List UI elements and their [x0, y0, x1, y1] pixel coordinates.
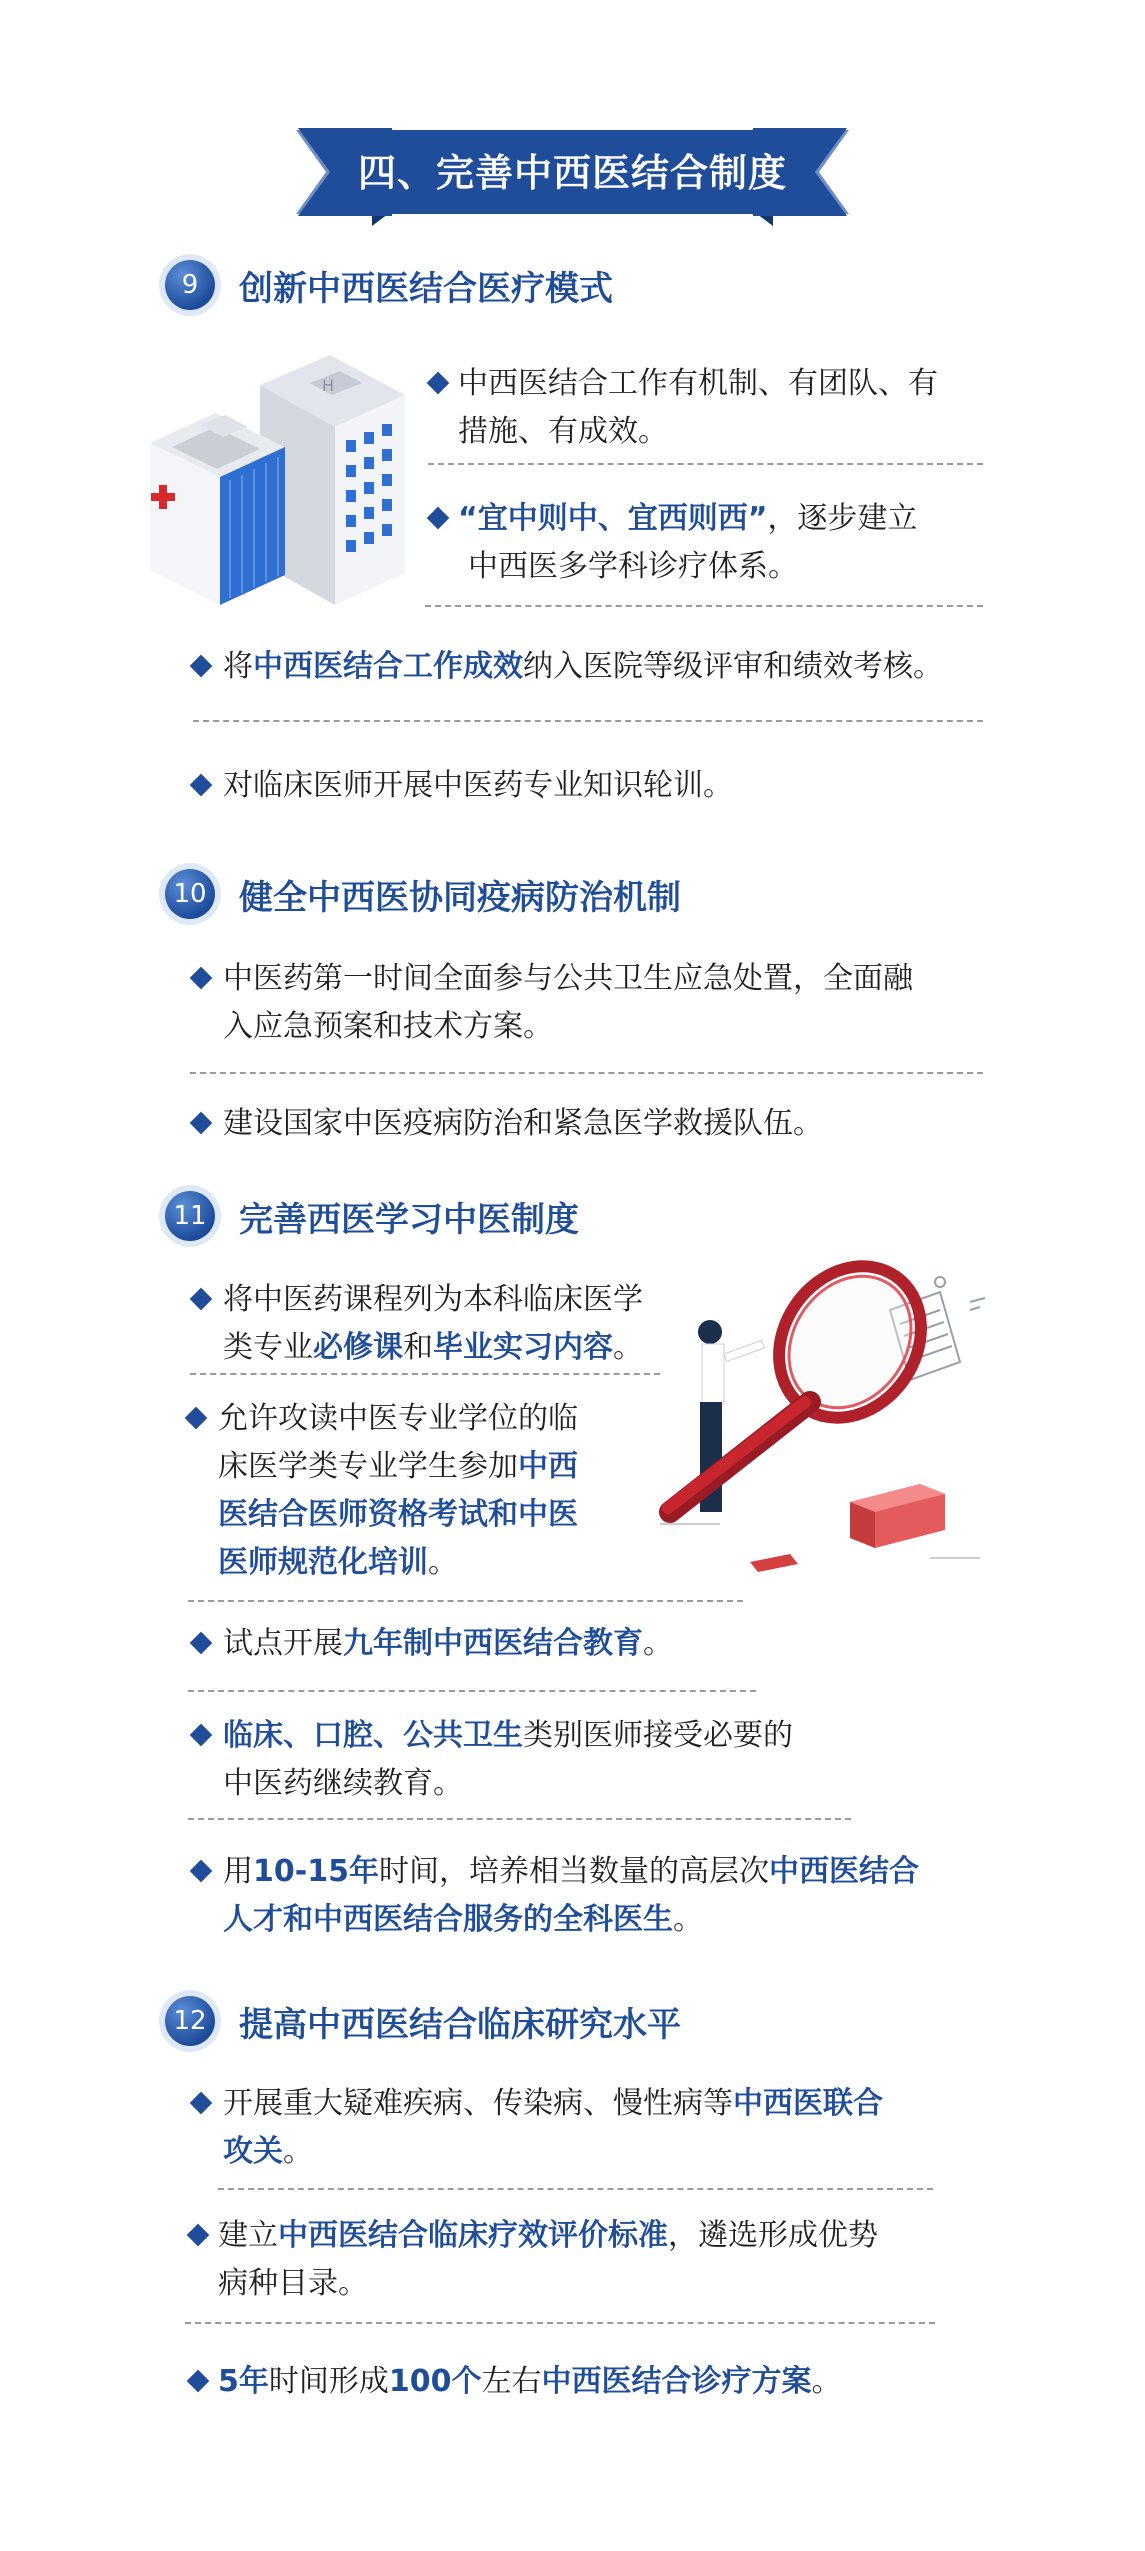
dashed-divider	[190, 1072, 983, 1074]
dashed-divider	[218, 2188, 933, 2190]
hospital-building-icon	[150, 355, 420, 615]
list-item	[193, 762, 1013, 810]
list-item	[193, 2080, 1013, 2176]
list-item	[190, 2358, 1010, 2406]
item-line	[188, 1395, 708, 1443]
highlighted-text: 10-15年	[253, 1854, 379, 1889]
highlighted-text: 毕业实习内容	[433, 1330, 613, 1365]
text-segment: 。	[643, 1626, 673, 1661]
text-segment: 类别医师接受必要的	[523, 1718, 793, 1753]
section-9-header	[165, 257, 613, 313]
item-line	[193, 1896, 1013, 1944]
text-segment: 病种目录。	[218, 2266, 368, 2301]
text-segment: 。	[428, 1545, 458, 1580]
dashed-divider	[185, 2322, 935, 2324]
section-12-header	[165, 1993, 681, 2049]
dashed-divider	[428, 463, 983, 465]
text-segment: 将	[223, 649, 253, 684]
section-number-badge: 12	[165, 1996, 215, 2046]
list-item	[193, 955, 1013, 1051]
item-line	[193, 1003, 1013, 1051]
text-segment: 纳入医院等级评审和绩效考核。	[523, 649, 943, 684]
item-line	[193, 1620, 893, 1668]
item-line	[188, 1443, 708, 1491]
dashed-divider	[188, 1818, 851, 1820]
item-line	[193, 2080, 1013, 2128]
dashed-divider	[425, 605, 983, 607]
dashed-divider	[193, 720, 983, 722]
text-segment: 措施、有成效。	[458, 414, 668, 449]
highlighted-text: 中西	[518, 1449, 578, 1484]
item-line	[193, 2128, 1013, 2176]
text-segment: 试点开展	[223, 1626, 343, 1661]
list-item	[430, 360, 1030, 456]
text-segment: 。	[613, 1330, 643, 1365]
highlighted-text: 医结合医师资格考试和中医	[218, 1497, 578, 1532]
list-item	[193, 1620, 893, 1668]
section-number-badge: 10	[165, 869, 215, 919]
item-line	[190, 2358, 1010, 2406]
item-line	[193, 1276, 713, 1324]
item-line	[193, 1100, 1013, 1148]
list-item	[193, 1100, 1013, 1148]
text-segment: 对临床医师开展中医药专业知识轮训。	[223, 768, 733, 803]
section-title: 完善西医学习中医制度	[239, 1199, 579, 1240]
section-number-badge: 9	[165, 260, 215, 310]
highlighted-text: 中西医结合工作成效	[253, 649, 523, 684]
text-segment: 和	[403, 1330, 433, 1365]
item-line	[193, 643, 1013, 691]
text-segment: 左右	[481, 2364, 542, 2399]
text-segment: 时间形成	[268, 2364, 389, 2399]
highlighted-text: 中西医结合诊疗方案	[541, 2364, 812, 2399]
highlighted-text: 临床、口腔、公共卫生	[223, 1718, 523, 1753]
section-11-header	[165, 1188, 579, 1244]
section-title: 提高中西医结合临床研究水平	[239, 2004, 681, 2045]
item-line	[193, 1848, 1013, 1896]
list-item	[190, 2212, 1010, 2308]
text-segment: ，逐步建立	[767, 501, 918, 536]
item-line	[430, 495, 1030, 543]
highlighted-text: 必修课	[313, 1330, 403, 1365]
text-segment: 。	[673, 1902, 703, 1937]
text-segment: 入应急预案和技术方案。	[223, 1009, 553, 1044]
item-line	[188, 1539, 708, 1587]
highlighted-text: 中西医结合	[768, 1854, 919, 1889]
text-segment: 开展重大疑难疾病、传染病、慢性病等	[223, 2086, 733, 2121]
text-segment: 中医药继续教育。	[223, 1766, 463, 1801]
section-title: 健全中西医协同疫病防治机制	[239, 877, 681, 918]
highlighted-text: 医师规范化培训	[218, 1545, 428, 1580]
text-segment: 床医学类专业学生参加	[218, 1449, 518, 1484]
text-segment: 中医药第一时间全面参与公共卫生应急处置，全面融	[223, 961, 913, 996]
item-line	[193, 955, 1013, 1003]
dashed-divider	[188, 1600, 743, 1602]
item-line	[430, 543, 1030, 591]
list-item	[193, 1848, 1013, 1944]
text-segment: ，遴选形成优势	[668, 2218, 878, 2253]
highlighted-text: 100个	[388, 2364, 482, 2399]
highlighted-text: 中西医结合临床疗效评价标准	[278, 2218, 668, 2253]
item-line	[430, 408, 1030, 456]
text-segment: 。	[283, 2134, 313, 2169]
list-item	[430, 495, 1030, 591]
highlighted-text: 人才和中西医结合服务的全科医生	[223, 1902, 673, 1937]
text-segment: 允许攻读中医专业学位的临	[218, 1401, 578, 1436]
text-segment: 将中医药课程列为本科临床医学	[223, 1282, 643, 1317]
highlighted-text: 九年制中西医结合教育	[343, 1626, 643, 1661]
list-item	[188, 1395, 708, 1587]
list-item	[193, 643, 1013, 691]
section-number-badge: 11	[165, 1191, 215, 1241]
item-line	[190, 2212, 1010, 2260]
text-segment: 建立	[218, 2218, 278, 2253]
dashed-divider	[190, 1373, 660, 1375]
section-10-header	[165, 866, 681, 922]
title-banner	[0, 0, 1145, 260]
item-line	[193, 1760, 1013, 1808]
text-segment: 建设国家中医疫病防治和紧急医学救援队伍。	[223, 1106, 823, 1141]
text-segment: 中西医多学科诊疗体系。	[468, 549, 798, 584]
item-line	[193, 762, 1013, 810]
banner-title: 四、完善中西医结合制度	[357, 151, 787, 195]
highlighted-text: 中西医联合	[733, 2086, 883, 2121]
dashed-divider	[188, 1690, 756, 1692]
text-segment: 时间，培养相当数量的高层次	[378, 1854, 769, 1889]
list-item	[193, 1712, 1013, 1808]
item-line	[193, 1712, 1013, 1760]
item-line	[190, 2260, 1010, 2308]
text-segment: 中西医结合工作有机制、有团队、有	[458, 366, 938, 401]
list-item	[193, 1276, 713, 1372]
text-segment: 。	[811, 2364, 842, 2399]
item-line	[430, 360, 1030, 408]
svg-text:H: H	[322, 376, 335, 395]
section-title: 创新中西医结合医疗模式	[239, 268, 613, 309]
highlighted-text: 攻关	[223, 2134, 283, 2169]
item-line	[193, 1324, 713, 1372]
item-line	[188, 1491, 708, 1539]
text-segment: 类专业	[223, 1330, 313, 1365]
highlighted-text: 5年	[218, 2364, 269, 2399]
banner-ribbon-shape	[0, 0, 1145, 260]
highlighted-text: “宜中则中、宜西则西”	[458, 501, 768, 536]
text-segment: 用	[223, 1854, 253, 1889]
